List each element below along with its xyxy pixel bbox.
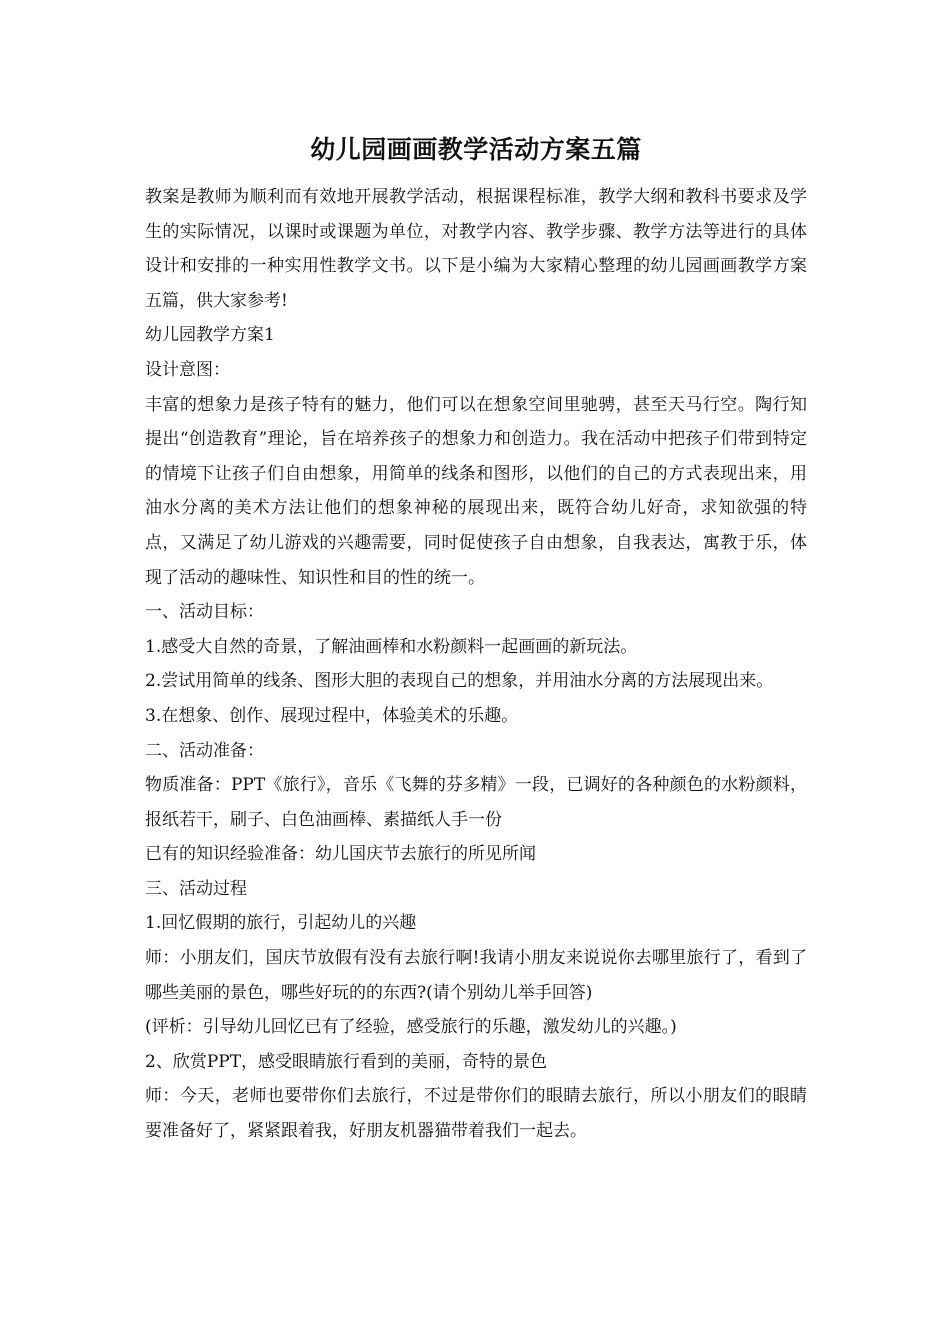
goal-item-1: 1.感受大自然的奇景，了解油画棒和水粉颜料一起画画的新玩法。 — [145, 636, 638, 657]
goal-item-2: 2.尝试用简单的线条、图形大胆的表现自己的想象，并用油水分离的方法展现出来。 — [145, 671, 774, 692]
process-step-1: 1.回忆假期的旅行，引起幼儿的兴趣 — [145, 913, 417, 934]
heading-activity-process: 三、活动过程 — [145, 878, 247, 899]
knowledge-preparation: 已有的知识经验准备：幼儿国庆节去旅行的所见所闻 — [145, 844, 536, 865]
process-step-2: 2、欣赏PPT，感受眼睛旅行看到的美丽，奇特的景色 — [145, 1051, 548, 1072]
heading-activity-goals: 一、活动目标： — [145, 602, 264, 623]
design-intent-paragraph: 丰富的想象力是孩子特有的魅力，他们可以在想象空间里驰骋，甚至天马行空。陶行知提出“创造教育”理论，旨在培养孩子的想象力和创造力。我在活动中把孩子们带到特定的情境下让孩子们自由想象，用简单的线条和图形，以他们的自己的方式表现出来，用油水分离的美术方法让他们的想象神秘的展现出来，既符合幼儿好奇，求知欲强的特点，又满足了幼儿游戏的兴趣需要，同时促使孩子自由想象，自我表达，寓教于乐，体现了活动的趣味性、知识性和目的性的统一。 — [145, 394, 807, 588]
goal-item-3: 3.在想象、创作、展现过程中，体验美术的乐趣。 — [145, 705, 519, 726]
intro-paragraph: 教案是教师为顺利而有效地开展教学活动，根据课程标准，教学大纲和教科书要求及学生的实际情况，以课时或课题为单位，对教学内容、教学步骤、教学方法等进行的具体设计和安排的一种实用性教学文书。以下是小编为大家精心整理的幼儿园画画教学方案五篇，供大家参考! — [145, 187, 807, 311]
subheading-design-intent: 设计意图： — [145, 359, 230, 380]
teacher-dialogue-2: 师：今天，老师也要带你们去旅行，不过是带你们的眼睛去旅行，所以小朋友们的眼睛要准备好了，紧紧跟着我，好朋友机器猫带着我们一起去。 — [145, 1086, 807, 1142]
teacher-dialogue-1: 师：小朋友们，国庆节放假有没有去旅行啊!我请小朋友来说说你去哪里旅行了，看到了哪些美丽的景色，哪些好玩的的东西?(请个别幼儿举手回答) — [145, 948, 807, 1003]
document-page — [145, 128, 807, 1149]
commentary-1: (评析：引导幼儿回忆已有了经验，感受旅行的乐趣，激发幼儿的兴趣。) — [145, 1017, 677, 1038]
material-preparation: 物质准备：PPT《旅行》，音乐《飞舞的芬多精》一段，已调好的各种颜色的水粉颜料，报纸若干，刷子、白色油画棒、素描纸人手一份 — [145, 775, 807, 830]
heading-activity-preparation: 二、活动准备： — [145, 740, 264, 761]
section-heading-plan-1: 幼儿园教学方案1 — [145, 325, 275, 346]
document-title: 幼儿园画画教学活动方案五篇 — [310, 135, 642, 164]
